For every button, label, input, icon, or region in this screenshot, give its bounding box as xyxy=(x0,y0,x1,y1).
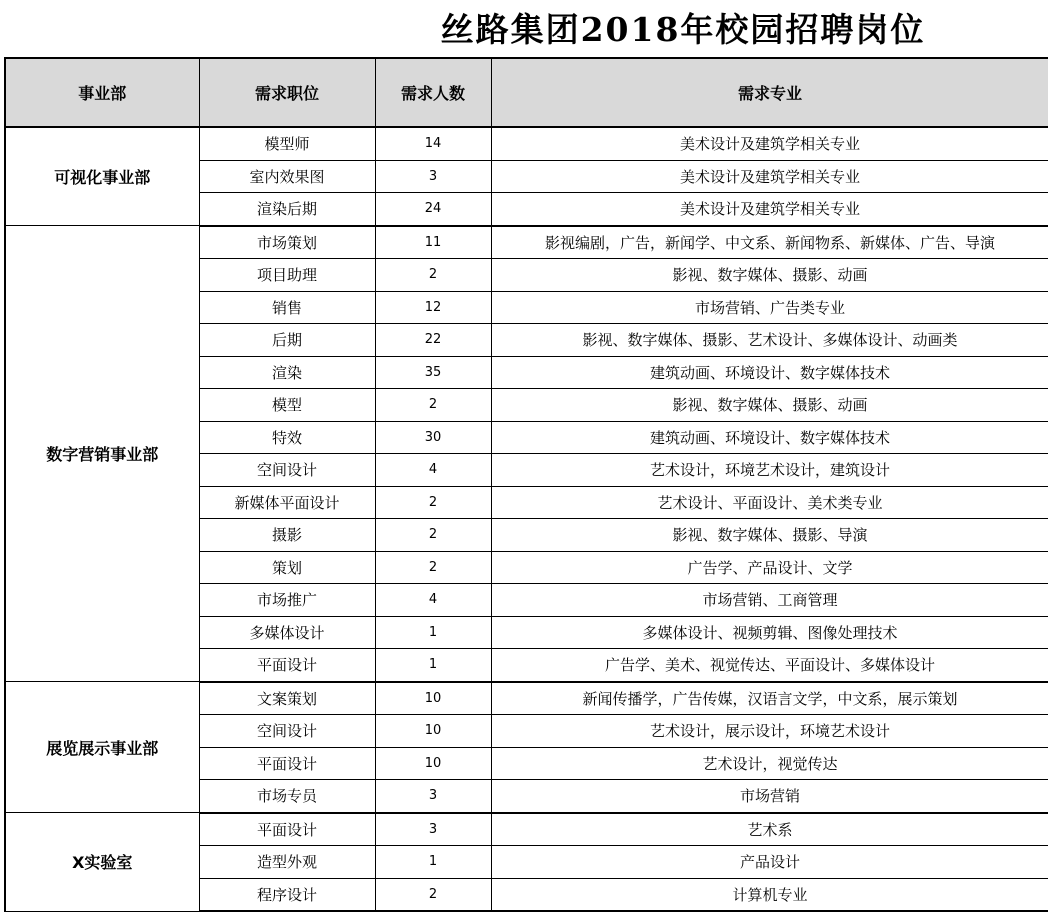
position-cell: 模型 xyxy=(199,389,375,422)
table-body xyxy=(5,127,1048,911)
position-cell: 平面设计 xyxy=(199,649,375,682)
position-cell: 空间设计 xyxy=(199,454,375,487)
major-cell: 影视编剧，广告，新闻学、中文系、新闻物系、新媒体、广告、导演 xyxy=(491,226,1048,259)
count-cell: 4 xyxy=(375,454,491,487)
major-cell: 影视、数字媒体、摄影、艺术设计、多媒体设计、动画类 xyxy=(491,324,1048,357)
major-cell: 美术设计及建筑学相关专业 xyxy=(491,160,1048,193)
table-header-row xyxy=(5,58,1048,127)
position-cell: 造型外观 xyxy=(199,846,375,879)
dept-cell: 数字营销事业部 xyxy=(5,226,199,682)
major-cell: 计算机专业 xyxy=(491,878,1048,911)
major-cell: 市场营销 xyxy=(491,780,1048,813)
count-cell: 3 xyxy=(375,813,491,846)
count-cell: 2 xyxy=(375,486,491,519)
count-cell: 2 xyxy=(375,878,491,911)
position-cell: 策划 xyxy=(199,551,375,584)
count-cell: 3 xyxy=(375,780,491,813)
position-cell: 文案策划 xyxy=(199,682,375,715)
major-cell: 建筑动画、环境设计、数字媒体技术 xyxy=(491,421,1048,454)
recruitment-table xyxy=(4,57,1048,912)
count-cell: 12 xyxy=(375,291,491,324)
table-row xyxy=(5,682,1048,715)
major-cell: 多媒体设计、视频剪辑、图像处理技术 xyxy=(491,616,1048,649)
major-cell: 艺术设计，环境艺术设计，建筑设计 xyxy=(491,454,1048,487)
major-cell: 广告学、美术、视觉传达、平面设计、多媒体设计 xyxy=(491,649,1048,682)
position-cell: 摄影 xyxy=(199,519,375,552)
count-cell: 1 xyxy=(375,846,491,879)
count-cell: 1 xyxy=(375,649,491,682)
table-row xyxy=(5,127,1048,160)
header-dept: 事业部 xyxy=(5,58,199,127)
position-cell: 程序设计 xyxy=(199,878,375,911)
major-cell: 影视、数字媒体、摄影、动画 xyxy=(491,259,1048,292)
count-cell: 11 xyxy=(375,226,491,259)
major-cell: 市场营销、广告类专业 xyxy=(491,291,1048,324)
major-cell: 广告学、产品设计、文学 xyxy=(491,551,1048,584)
position-cell: 市场专员 xyxy=(199,780,375,813)
count-cell: 10 xyxy=(375,715,491,748)
page-title: 丝路集团2018年校园招聘岗位 xyxy=(440,9,926,49)
position-cell: 室内效果图 xyxy=(199,160,375,193)
major-cell: 美术设计及建筑学相关专业 xyxy=(491,193,1048,226)
count-cell: 10 xyxy=(375,747,491,780)
position-cell: 销售 xyxy=(199,291,375,324)
position-cell: 新媒体平面设计 xyxy=(199,486,375,519)
major-cell: 美术设计及建筑学相关专业 xyxy=(491,127,1048,160)
count-cell: 35 xyxy=(375,356,491,389)
table-row xyxy=(5,226,1048,259)
major-cell: 艺术设计，视觉传达 xyxy=(491,747,1048,780)
position-cell: 后期 xyxy=(199,324,375,357)
header-count: 需求人数 xyxy=(375,58,491,127)
position-cell: 模型师 xyxy=(199,127,375,160)
major-cell: 市场营销、工商管理 xyxy=(491,584,1048,617)
major-cell: 影视、数字媒体、摄影、动画 xyxy=(491,389,1048,422)
count-cell: 2 xyxy=(375,389,491,422)
count-cell: 2 xyxy=(375,259,491,292)
position-cell: 市场策划 xyxy=(199,226,375,259)
header-major: 需求专业 xyxy=(491,58,1048,127)
count-cell: 1 xyxy=(375,616,491,649)
header-position: 需求职位 xyxy=(199,58,375,127)
count-cell: 30 xyxy=(375,421,491,454)
position-cell: 多媒体设计 xyxy=(199,616,375,649)
position-cell: 平面设计 xyxy=(199,747,375,780)
major-cell: 艺术系 xyxy=(491,813,1048,846)
dept-cell: X实验室 xyxy=(5,813,199,912)
major-cell: 新闻传播学，广告传媒，汉语言文学，中文系，展示策划 xyxy=(491,682,1048,715)
count-cell: 22 xyxy=(375,324,491,357)
dept-cell: 可视化事业部 xyxy=(5,127,199,226)
major-cell: 艺术设计、平面设计、美术类专业 xyxy=(491,486,1048,519)
position-cell: 空间设计 xyxy=(199,715,375,748)
dept-cell: 展览展示事业部 xyxy=(5,682,199,813)
count-cell: 3 xyxy=(375,160,491,193)
count-cell: 10 xyxy=(375,682,491,715)
major-cell: 艺术设计，展示设计，环境艺术设计 xyxy=(491,715,1048,748)
count-cell: 24 xyxy=(375,193,491,226)
position-cell: 渲染后期 xyxy=(199,193,375,226)
position-cell: 项目助理 xyxy=(199,259,375,292)
position-cell: 特效 xyxy=(199,421,375,454)
position-cell: 平面设计 xyxy=(199,813,375,846)
major-cell: 建筑动画、环境设计、数字媒体技术 xyxy=(491,356,1048,389)
count-cell: 14 xyxy=(375,127,491,160)
major-cell: 产品设计 xyxy=(491,846,1048,879)
position-cell: 市场推广 xyxy=(199,584,375,617)
table-row xyxy=(5,813,1048,846)
major-cell: 影视、数字媒体、摄影、导演 xyxy=(491,519,1048,552)
count-cell: 2 xyxy=(375,551,491,584)
count-cell: 4 xyxy=(375,584,491,617)
count-cell: 2 xyxy=(375,519,491,552)
position-cell: 渲染 xyxy=(199,356,375,389)
